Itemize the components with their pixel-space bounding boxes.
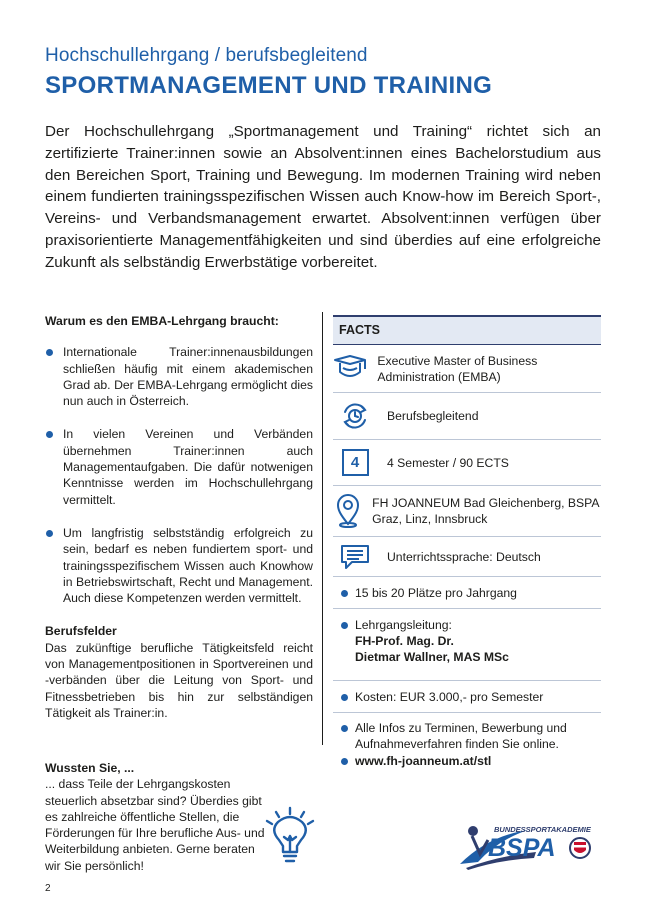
fact-text: 15 bis 20 Plätze pro Jahrgang — [355, 586, 517, 600]
logo-main-text: BSPA — [488, 834, 556, 862]
location-pin-icon — [333, 494, 362, 528]
list-item-text: In vielen Vereinen und Verbänden übernehmen Trainer:innen auch Managementaufgaben. Die dafür notwenigen Kenntnisse werden im Hochschullehrgang vermittelt. — [63, 427, 313, 507]
graduation-cap-icon — [333, 354, 367, 384]
why-list — [45, 344, 313, 606]
fact-kosten — [333, 681, 601, 713]
fact-text: Lehrgangsleitung: — [355, 618, 452, 632]
logo-top-text: BUNDESSPORTAKADEMIE — [494, 825, 591, 834]
fact-infos — [333, 713, 601, 752]
fact-text: Berufsbegleitend — [387, 409, 479, 423]
page-number: 2 — [45, 883, 51, 894]
fact-url[interactable] — [333, 752, 601, 769]
bullet-icon — [341, 590, 348, 597]
bullet-icon — [46, 530, 53, 537]
number-box-icon — [333, 449, 377, 476]
berufsfelder-text: Das zukünftige berufliche Tätigkeitsfeld reicht von Managementpositionen in Sportvereinen und -verbänden über die Leitung von Sport- und Fitnessbetrieben bis hin zur selbständigen Tätigkeit als Trainer:in. — [45, 640, 313, 720]
list-item-text: Internationale Trainer:innenausbildungen schließen häufig mit einem akademischen Grad ab. Der EMBA-Lehrgang ermöglicht dies nun auch in Österreich. — [63, 345, 313, 409]
bullet-icon — [341, 758, 348, 765]
bullet-icon — [341, 622, 348, 629]
fact-places — [333, 577, 601, 609]
fact-text: Alle Infos zu Terminen, Bewerbung und Aufnahmeverfahren finden Sie online. — [355, 721, 567, 751]
did-you-know-box — [45, 760, 265, 874]
fact-leitung — [333, 609, 601, 681]
list-item-text: Um langfristig selbstständig erfolgreich zu sein, bedarf es neben fundiertem sport- und trainingsspezifischem Wissen auch Knowhow in Betriebswirtschaft, Recht und Management. Auch diese Kompetenzen werden vermittelt. — [63, 525, 313, 606]
page-subtitle: Hochschullehrgang / berufsbegleitend — [45, 45, 368, 66]
lightbulb-icon — [262, 806, 318, 872]
left-column — [45, 313, 313, 721]
fact-row-semesters — [333, 440, 601, 486]
intro-paragraph: Der Hochschullehrgang „Sportmanagement und Training“ richtet sich an zertifizierte Trainer:innen sowie an Absolvent:innen eines Bachelorstudium aus den Bereichen Sport, Training und Bewegung. Im modernen Training wird neben einem fundierten trainingsspezifischen Wissen auch Know-how im Bereich Sport-, Vereins- und Verbandsmanagement erwartet. Absolvent:innen verfügen über praxisorientierte Managementfähigkeiten und sind überdies auf eine erfolgreiche Zukunft als selbständig Erwerbstätige vorbereitet. — [45, 123, 601, 271]
list-item — [45, 426, 313, 507]
leitung-name: Dietmar Wallner, MAS MSc — [355, 650, 509, 664]
leitung-name: FH-Prof. Mag. Dr. — [355, 634, 454, 648]
fact-text: FH JOANNEUM Bad Gleichenberg, BSPA Graz, Linz, Innsbruck — [372, 496, 599, 526]
bullet-icon — [341, 725, 348, 732]
bullet-icon — [46, 431, 53, 438]
fact-row-degree — [333, 345, 601, 393]
website-link[interactable]: www.fh-joanneum.at/stl — [355, 754, 492, 768]
fact-row-location — [333, 486, 601, 537]
did-you-know-text: ... dass Teile der Lehrgangskosten steuerlich absetzbar sind? Überdies gibt es zahlreiche öffentliche Stellen, die Förderungen für Ihre berufliche Aus- und Weiterbildung anbieten. Gerne beraten wir Sie persönlich! — [45, 777, 265, 873]
why-heading: Warum es den EMBA-Lehrgang braucht: — [45, 314, 279, 328]
fact-row-language — [333, 537, 601, 577]
number-box-value: 4 — [342, 449, 369, 476]
page-title: SPORTMANAGEMENT UND TRAINING — [45, 72, 493, 99]
fact-text: Executive Master of Business Administration (EMBA) — [377, 353, 538, 384]
facts-heading: FACTS — [333, 315, 601, 345]
bullet-icon — [46, 349, 53, 356]
bullet-icon — [341, 694, 348, 701]
fact-text: 4 Semester / 90 ECTS — [387, 455, 509, 470]
fact-text: Kosten: EUR 3.000,- pro Semester — [355, 690, 544, 704]
facts-box — [333, 315, 601, 769]
column-divider — [322, 312, 323, 745]
speech-bubble-icon — [333, 544, 377, 570]
list-item — [45, 525, 313, 606]
bspa-logo — [458, 816, 593, 872]
fact-text: Unterrichtssprache: Deutsch — [387, 549, 541, 564]
did-you-know-heading: Wussten Sie, ... — [45, 761, 135, 775]
clock-cycle-icon — [333, 401, 377, 431]
berufsfelder-heading: Berufsfelder — [45, 624, 117, 639]
list-item — [45, 344, 313, 409]
fact-row-mode — [333, 393, 601, 440]
